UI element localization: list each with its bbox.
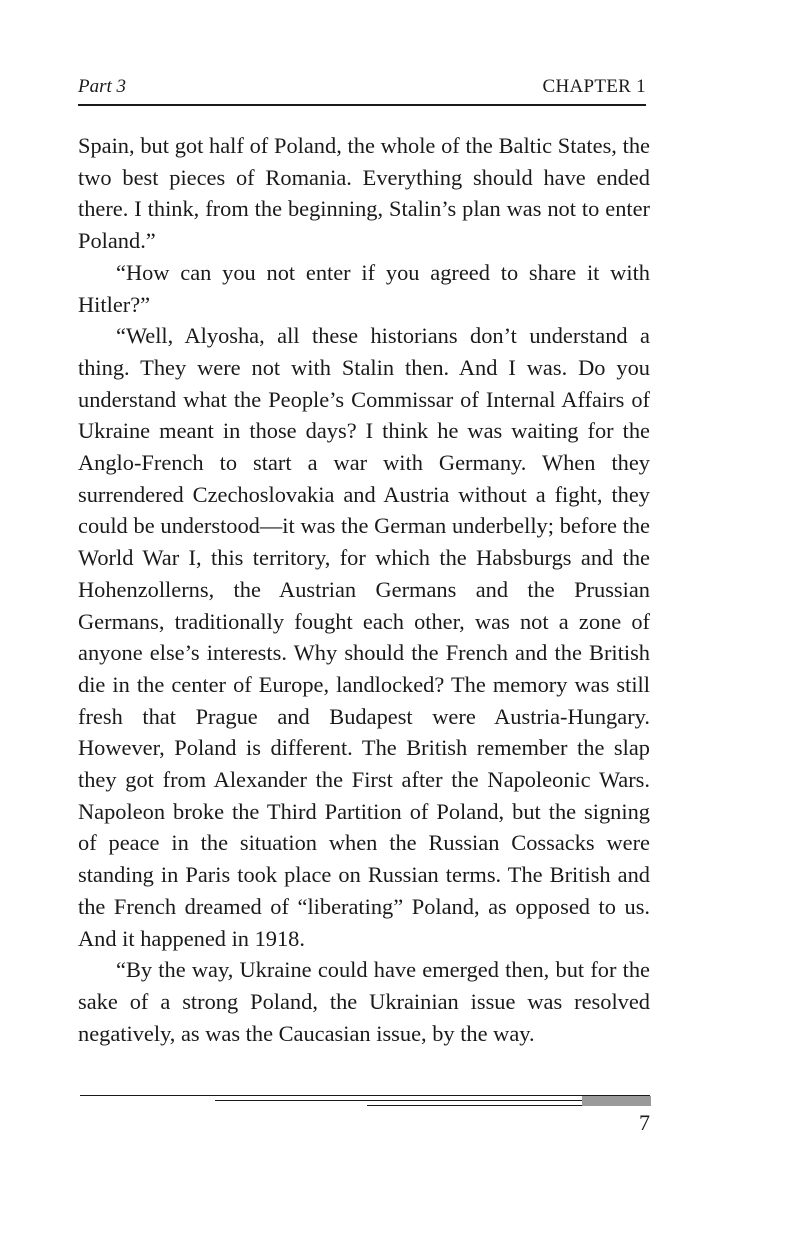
paragraph: Spain, but got half of Poland, the whole of the Baltic States, the two best pieces of Romania. Everything should have ended there. I think, from the beginning, Stalin’s plan was not to enter Poland.” <box>78 133 650 254</box>
paragraph: “How can you not enter if you agreed to share it with Hitler?” <box>78 259 650 317</box>
header-rule <box>78 104 646 106</box>
body-text <box>78 130 650 1049</box>
footer-rule <box>80 1095 650 1096</box>
footer-gray-bar <box>582 1096 651 1106</box>
chapter-label: CHAPTER 1 <box>542 76 646 97</box>
footer-ornament <box>0 1092 798 1112</box>
part-label: Part 3 <box>78 76 127 97</box>
paragraph: “By the way, Ukraine could have emerged then, but for the sake of a strong Poland, the Ukrainian issue was resolved negatively, as was the Caucasian issue, by the way. <box>78 957 650 1046</box>
page-number: 7 <box>639 1110 650 1135</box>
paragraph: “Well, Alyosha, all these historians don’t understand a thing. They were not with Stalin then. And I was. Do you understand what the People’s Commissar of Internal Affairs of Ukraine meant in those days? I think he was waiting for the Anglo-French to start a war with Germany. When they surrendered Czechoslovakia and Austria without a fight, they could be understood—it was the German underbelly; before the World War I, this territory, for which the Habsburgs and the Hohenzollerns, the Austrian Germans and the Prussian Germans, traditionally fought each other, was not a zone of anyone else’s interests. Why should the French and the British die in the center of Europe, landlocked? The memory was still fresh that Prague and Budapest were Austria-Hungary. However, Poland is different. The British remember the slap they got from Alexander the First after the Napoleonic Wars. Napoleon broke the Third Partition of Poland, but the signing of peace in the situation when the Russian Cossacks were standing in Paris took place on Russian terms. The British and the French dreamed of “liberating” Poland, as opposed to us. And it happened in 1918. <box>78 323 650 951</box>
running-header <box>78 76 646 102</box>
